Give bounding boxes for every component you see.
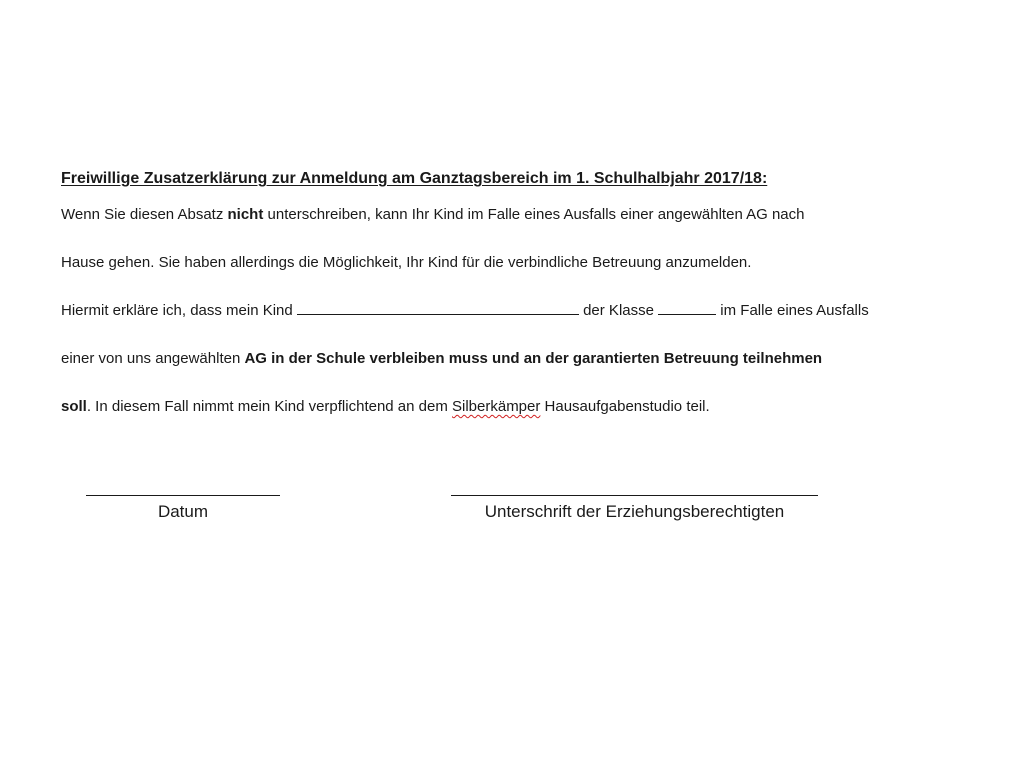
date-signature-block [86, 495, 280, 523]
p1-text-c: unterschreiben, kann Ihr Kind im Falle eines Ausfalls einer angewählten AG nach [263, 206, 805, 223]
p1-text-d: Hause gehen. Sie haben allerdings die Möglichkeit, Ihr Kind für die verbindliche Betreuung anzumelden. [61, 254, 752, 271]
child-name-blank[interactable] [297, 300, 579, 315]
document-body [61, 168, 961, 431]
spellcheck-word: Silberkämper [452, 398, 541, 415]
p2-text-bold-soll: soll [61, 398, 87, 415]
p2-text-d: einer von uns angewählten [61, 350, 245, 367]
paragraph-1-line-1 [61, 204, 961, 226]
p1-text-a: Wenn Sie diesen Absatz [61, 206, 228, 223]
class-blank[interactable] [658, 300, 716, 315]
p2-text-bold-e: AG in der Schule verbleiben muss und an der garantierten Betreuung teilnehmen [244, 350, 823, 367]
guardian-signature-block [451, 495, 818, 523]
p2-text-b: der Klasse [578, 302, 659, 319]
p2-text-i: Hausaufgabenstudio teil. [540, 398, 710, 415]
p2-text-g: . In diesem Fall nimmt mein Kind verpflichtend an dem [86, 398, 452, 415]
p1-text-bold-nicht: nicht [227, 206, 264, 223]
p2-text-a: Hiermit erkläre ich, dass mein Kind [61, 302, 297, 319]
paragraph-2-line-1 [61, 287, 961, 335]
signature-label: Unterschrift der Erziehungsberechtigten [484, 502, 785, 521]
document-heading: Freiwillige Zusatzerklärung zur Anmeldung am Ganztagsbereich im 1. Schulhalbjahr 2017/18: [61, 170, 768, 187]
date-line[interactable] [86, 495, 280, 496]
date-label: Datum [157, 502, 209, 521]
signature-line[interactable] [451, 495, 818, 496]
paragraph-2-line-2 [61, 335, 961, 383]
p2-text-c: im Falle eines Ausfalls [716, 302, 869, 319]
paragraph-2-line-3 [61, 383, 961, 431]
paragraph-1-line-2 [61, 239, 961, 287]
